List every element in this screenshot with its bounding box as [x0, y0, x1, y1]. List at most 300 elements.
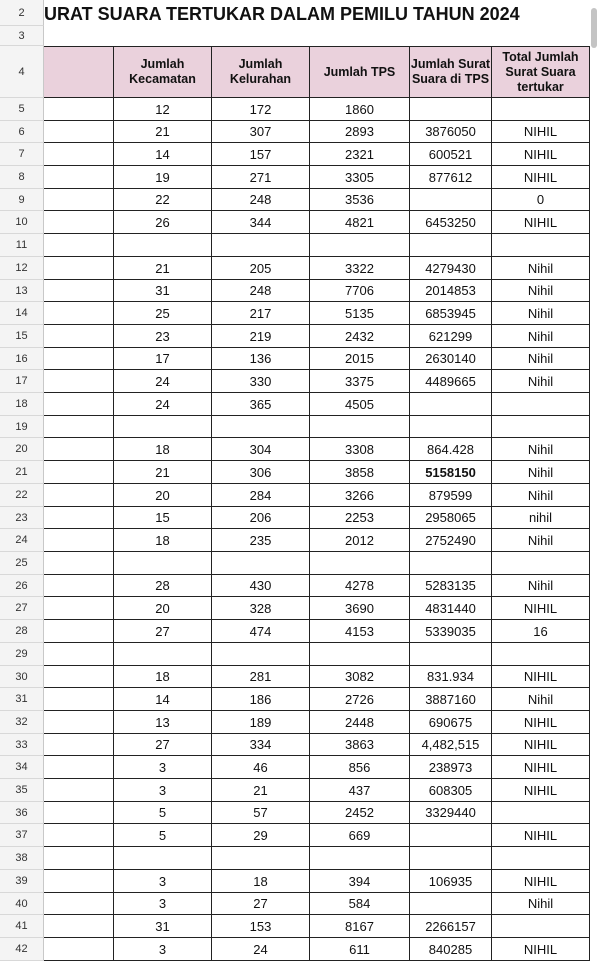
kelurahan-cell[interactable]: 21 — [212, 779, 310, 802]
tps-cell[interactable]: 2253 — [310, 507, 410, 529]
row-header[interactable] — [0, 189, 44, 211]
surat-suara-cell[interactable]: 840285 — [410, 938, 492, 961]
row-label-cell[interactable] — [44, 620, 114, 643]
tertukar-cell[interactable]: Nihil — [492, 370, 590, 393]
tps-cell[interactable]: 4821 — [310, 211, 410, 234]
surat-suara-cell[interactable] — [410, 893, 492, 915]
kecamatan-cell[interactable]: 31 — [114, 915, 212, 938]
row-header[interactable] — [0, 802, 44, 824]
row-label-cell[interactable] — [44, 325, 114, 348]
row-header[interactable] — [0, 597, 44, 620]
row-label-cell[interactable] — [44, 756, 114, 779]
kelurahan-cell[interactable]: 365 — [212, 393, 310, 416]
tps-cell[interactable]: 2321 — [310, 143, 410, 166]
tertukar-cell[interactable]: NIHIL — [492, 166, 590, 189]
row-header[interactable] — [0, 938, 44, 961]
kelurahan-cell[interactable]: 57 — [212, 802, 310, 824]
row-label-cell[interactable] — [44, 597, 114, 620]
header-jumlah-surat-suara[interactable]: Jumlah Surat Suara di TPS — [410, 46, 492, 98]
surat-suara-cell[interactable] — [410, 98, 492, 121]
empty-row-cell[interactable] — [410, 552, 492, 575]
kecamatan-cell[interactable]: 27 — [114, 620, 212, 643]
row-number: 18 — [15, 398, 28, 410]
kelurahan-cell[interactable]: 29 — [212, 824, 310, 847]
row-number: 10 — [15, 216, 28, 228]
kecamatan-cell[interactable]: 17 — [114, 348, 212, 370]
surat-suara-cell[interactable]: 5339035 — [410, 620, 492, 643]
scrollbar[interactable] — [591, 8, 597, 48]
kelurahan-cell[interactable]: 189 — [212, 711, 310, 734]
surat-suara-cell[interactable]: 621299 — [410, 325, 492, 348]
empty-row-cell[interactable] — [114, 234, 212, 257]
empty-row-cell[interactable] — [114, 847, 212, 870]
tps-cell[interactable]: 4505 — [310, 393, 410, 416]
row-header[interactable] — [0, 438, 44, 461]
row-label-cell[interactable] — [44, 915, 114, 938]
tertukar-cell[interactable]: Nihil — [492, 688, 590, 711]
row-header[interactable] — [0, 552, 44, 575]
tps-cell[interactable]: 669 — [310, 824, 410, 847]
row-label-cell[interactable] — [44, 893, 114, 915]
row-number: 19 — [15, 420, 28, 433]
kecamatan-cell[interactable]: 25 — [114, 302, 212, 325]
tps-cell[interactable]: 3536 — [310, 189, 410, 211]
surat-suara-cell[interactable]: 5283135 — [410, 575, 492, 597]
kecamatan-cell[interactable]: 27 — [114, 734, 212, 756]
tertukar-cell[interactable]: NIHIL — [492, 211, 590, 234]
row-number: 34 — [15, 761, 28, 773]
tps-cell[interactable]: 856 — [310, 756, 410, 779]
tertukar-cell[interactable]: Nihil — [492, 575, 590, 597]
kelurahan-cell[interactable]: 205 — [212, 257, 310, 280]
kecamatan-cell[interactable]: 3 — [114, 779, 212, 802]
surat-suara-cell[interactable]: 2630140 — [410, 348, 492, 370]
row-header[interactable] — [0, 280, 44, 302]
tps-cell[interactable]: 2726 — [310, 688, 410, 711]
row-number: 37 — [15, 829, 28, 841]
row-label-cell[interactable] — [44, 938, 114, 961]
surat-suara-cell[interactable]: 2266157 — [410, 915, 492, 938]
tertukar-cell[interactable] — [492, 915, 590, 938]
row-header[interactable] — [0, 666, 44, 688]
tps-cell[interactable]: 2448 — [310, 711, 410, 734]
row-header[interactable] — [0, 507, 44, 529]
kecamatan-cell[interactable]: 24 — [114, 370, 212, 393]
tertukar-cell[interactable]: Nihil — [492, 461, 590, 484]
surat-suara-cell[interactable]: 3329440 — [410, 802, 492, 824]
tertukar-cell[interactable]: 0 — [492, 189, 590, 211]
row-header[interactable] — [0, 711, 44, 734]
row-header[interactable] — [0, 620, 44, 643]
tps-cell[interactable]: 3305 — [310, 166, 410, 189]
row-label-cell[interactable] — [44, 211, 114, 234]
empty-row-cell[interactable] — [410, 234, 492, 257]
kecamatan-cell[interactable]: 24 — [114, 393, 212, 416]
tertukar-cell[interactable]: Nihil — [492, 280, 590, 302]
row-label-cell[interactable] — [44, 734, 114, 756]
tps-cell[interactable]: 4153 — [310, 620, 410, 643]
row-label-cell[interactable] — [44, 257, 114, 280]
tps-cell[interactable]: 2015 — [310, 348, 410, 370]
surat-suara-cell[interactable]: 608305 — [410, 779, 492, 802]
kelurahan-cell[interactable]: 248 — [212, 280, 310, 302]
sheet-title[interactable]: URAT SUARA TERTUKAR DALAM PEMILU TAHUN 2024 — [44, 4, 520, 24]
tertukar-cell[interactable]: Nihil — [492, 893, 590, 915]
row-number: 17 — [15, 375, 28, 387]
header-jumlah-tps[interactable]: Jumlah TPS — [310, 46, 410, 98]
surat-suara-cell[interactable]: 2014853 — [410, 280, 492, 302]
row-header[interactable] — [0, 98, 44, 121]
row-number: 2 — [18, 6, 25, 19]
kelurahan-cell[interactable]: 172 — [212, 98, 310, 121]
empty-row-cell[interactable] — [212, 847, 310, 870]
kecamatan-cell[interactable]: 20 — [114, 597, 212, 620]
row-header[interactable] — [0, 26, 44, 46]
tertukar-cell[interactable]: NIHIL — [492, 711, 590, 734]
kelurahan-cell[interactable]: 330 — [212, 370, 310, 393]
kecamatan-cell[interactable]: 21 — [114, 257, 212, 280]
row-header[interactable] — [0, 688, 44, 711]
surat-suara-cell[interactable]: 5158150 — [410, 461, 492, 484]
surat-suara-cell[interactable]: 2958065 — [410, 507, 492, 529]
row-label-cell[interactable] — [44, 121, 114, 143]
row-header[interactable] — [0, 325, 44, 348]
row-label-cell[interactable] — [44, 870, 114, 893]
row-header[interactable] — [0, 756, 44, 779]
tps-cell[interactable]: 3082 — [310, 666, 410, 688]
row-label-cell[interactable] — [44, 98, 114, 121]
kelurahan-cell[interactable]: 136 — [212, 348, 310, 370]
row-header[interactable] — [0, 893, 44, 915]
tps-cell[interactable]: 584 — [310, 893, 410, 915]
row-header[interactable] — [0, 461, 44, 484]
surat-suara-cell[interactable]: 238973 — [410, 756, 492, 779]
row-header[interactable] — [0, 643, 44, 666]
surat-suara-cell[interactable]: 6453250 — [410, 211, 492, 234]
row-number: 35 — [15, 784, 28, 796]
tps-cell[interactable]: 8167 — [310, 915, 410, 938]
empty-row-cell[interactable] — [310, 847, 410, 870]
kelurahan-cell[interactable]: 157 — [212, 143, 310, 166]
kecamatan-cell[interactable]: 21 — [114, 121, 212, 143]
tps-cell[interactable]: 3266 — [310, 484, 410, 507]
row-label-cell[interactable] — [44, 802, 114, 824]
tps-cell[interactable]: 3690 — [310, 597, 410, 620]
empty-row-cell[interactable] — [410, 643, 492, 666]
kelurahan-cell[interactable]: 206 — [212, 507, 310, 529]
row-header[interactable] — [0, 46, 44, 98]
row-header[interactable] — [0, 348, 44, 370]
tertukar-cell[interactable]: NIHIL — [492, 597, 590, 620]
kecamatan-cell[interactable]: 3 — [114, 938, 212, 961]
row-number: 40 — [15, 897, 28, 910]
empty-row-cell[interactable] — [212, 643, 310, 666]
tertukar-cell[interactable]: NIHIL — [492, 779, 590, 802]
surat-suara-cell[interactable]: 864.428 — [410, 438, 492, 461]
tertukar-cell[interactable]: Nihil — [492, 325, 590, 348]
tertukar-cell[interactable]: NIHIL — [492, 756, 590, 779]
kecamatan-cell[interactable]: 31 — [114, 280, 212, 302]
row-number: 23 — [15, 511, 28, 524]
empty-row-cell[interactable] — [44, 847, 114, 870]
tertukar-cell[interactable]: NIHIL — [492, 666, 590, 688]
row-header[interactable] — [0, 915, 44, 938]
surat-suara-cell[interactable]: 4279430 — [410, 257, 492, 280]
row-header[interactable] — [0, 847, 44, 870]
tertukar-cell[interactable]: Nihil — [492, 529, 590, 552]
tertukar-cell[interactable]: Nihil — [492, 302, 590, 325]
row-number: 5 — [18, 103, 25, 115]
tertukar-cell[interactable]: Nihil — [492, 438, 590, 461]
kecamatan-cell[interactable]: 18 — [114, 529, 212, 552]
kelurahan-cell[interactable]: 27 — [212, 893, 310, 915]
row-header[interactable] — [0, 484, 44, 507]
tps-cell[interactable]: 1860 — [310, 98, 410, 121]
surat-suara-cell[interactable]: 4831440 — [410, 597, 492, 620]
tps-cell[interactable]: 437 — [310, 779, 410, 802]
surat-suara-cell[interactable]: 690675 — [410, 711, 492, 734]
kecamatan-cell[interactable]: 3 — [114, 756, 212, 779]
kecamatan-cell[interactable]: 19 — [114, 166, 212, 189]
kecamatan-cell[interactable]: 18 — [114, 666, 212, 688]
kelurahan-cell[interactable]: 186 — [212, 688, 310, 711]
tertukar-cell[interactable]: Nihil — [492, 257, 590, 280]
row-header[interactable] — [0, 779, 44, 802]
empty-row-cell[interactable] — [410, 416, 492, 438]
kecamatan-cell[interactable]: 23 — [114, 325, 212, 348]
empty-row-cell[interactable] — [310, 234, 410, 257]
row-header[interactable] — [0, 234, 44, 257]
row-number: 30 — [15, 670, 28, 683]
surat-suara-cell[interactable] — [410, 824, 492, 847]
tertukar-cell[interactable]: Nihil — [492, 484, 590, 507]
empty-row-cell[interactable] — [492, 847, 590, 870]
kelurahan-cell[interactable]: 284 — [212, 484, 310, 507]
surat-suara-cell[interactable]: 2752490 — [410, 529, 492, 552]
row-number: 8 — [18, 171, 25, 183]
row-header[interactable] — [0, 211, 44, 234]
tertukar-cell[interactable]: NIHIL — [492, 870, 590, 893]
kelurahan-cell[interactable]: 304 — [212, 438, 310, 461]
tps-cell[interactable]: 7706 — [310, 280, 410, 302]
kecamatan-cell[interactable]: 18 — [114, 438, 212, 461]
surat-suara-cell[interactable]: 831.934 — [410, 666, 492, 688]
tertukar-cell[interactable] — [492, 393, 590, 416]
tertukar-cell[interactable] — [492, 98, 590, 121]
kelurahan-cell[interactable]: 328 — [212, 597, 310, 620]
empty-row-cell[interactable] — [310, 643, 410, 666]
row-number: 24 — [15, 534, 28, 546]
row-header[interactable] — [0, 870, 44, 893]
row-label-cell[interactable] — [44, 393, 114, 416]
tps-cell[interactable]: 2432 — [310, 325, 410, 348]
tps-cell[interactable]: 3858 — [310, 461, 410, 484]
row-header[interactable] — [0, 370, 44, 393]
empty-row-cell[interactable] — [212, 416, 310, 438]
kelurahan-cell[interactable]: 24 — [212, 938, 310, 961]
surat-suara-cell[interactable]: 600521 — [410, 143, 492, 166]
tertukar-cell[interactable]: NIHIL — [492, 121, 590, 143]
empty-row-cell[interactable] — [44, 643, 114, 666]
tertukar-cell[interactable]: NIHIL — [492, 143, 590, 166]
row-label-cell[interactable] — [44, 370, 114, 393]
row-header[interactable] — [0, 824, 44, 847]
kelurahan-cell[interactable]: 334 — [212, 734, 310, 756]
kecamatan-cell[interactable]: 12 — [114, 98, 212, 121]
row-number: 20 — [15, 443, 28, 455]
empty-row-cell[interactable] — [492, 552, 590, 575]
empty-row-cell[interactable] — [212, 552, 310, 575]
tps-cell[interactable]: 3322 — [310, 257, 410, 280]
empty-row-cell[interactable] — [492, 416, 590, 438]
row-label-cell[interactable] — [44, 666, 114, 688]
kelurahan-cell[interactable]: 153 — [212, 915, 310, 938]
row-label-cell[interactable] — [44, 711, 114, 734]
row-number: 21 — [15, 466, 28, 478]
kecamatan-cell[interactable]: 26 — [114, 211, 212, 234]
header-cell-blank[interactable] — [44, 46, 114, 98]
row-header[interactable] — [0, 416, 44, 438]
kecamatan-cell[interactable]: 28 — [114, 575, 212, 597]
header-total-tertukar[interactable]: Total Jumlah Surat Suara tertukar — [492, 46, 590, 98]
kelurahan-cell[interactable]: 430 — [212, 575, 310, 597]
surat-suara-cell[interactable]: 3887160 — [410, 688, 492, 711]
header-jumlah-kelurahan[interactable]: Jumlah Kelurahan — [212, 46, 310, 98]
empty-row-cell[interactable] — [114, 643, 212, 666]
surat-suara-cell[interactable] — [410, 189, 492, 211]
row-label-cell[interactable] — [44, 280, 114, 302]
row-header[interactable] — [0, 0, 44, 26]
empty-row-cell[interactable] — [310, 552, 410, 575]
kecamatan-cell[interactable]: 14 — [114, 688, 212, 711]
tertukar-cell[interactable]: NIHIL — [492, 734, 590, 756]
row-header[interactable] — [0, 302, 44, 325]
kecamatan-cell[interactable]: 20 — [114, 484, 212, 507]
empty-row-cell[interactable] — [44, 552, 114, 575]
surat-suara-cell[interactable]: 3876050 — [410, 121, 492, 143]
row-header[interactable] — [0, 166, 44, 189]
tps-cell[interactable]: 611 — [310, 938, 410, 961]
row-label-cell[interactable] — [44, 143, 114, 166]
tps-cell[interactable]: 394 — [310, 870, 410, 893]
row-label-cell[interactable] — [44, 438, 114, 461]
tps-cell[interactable]: 2012 — [310, 529, 410, 552]
row-number: 26 — [15, 579, 28, 592]
kelurahan-cell[interactable]: 306 — [212, 461, 310, 484]
empty-row-cell[interactable] — [44, 416, 114, 438]
tps-cell[interactable]: 5135 — [310, 302, 410, 325]
header-jumlah-kecamatan[interactable]: Jumlah Kecamatan — [114, 46, 212, 98]
tps-cell[interactable]: 3308 — [310, 438, 410, 461]
kelurahan-cell[interactable]: 46 — [212, 756, 310, 779]
kecamatan-cell[interactable]: 15 — [114, 507, 212, 529]
row-header[interactable] — [0, 121, 44, 143]
tps-cell[interactable]: 2452 — [310, 802, 410, 824]
surat-suara-cell[interactable] — [410, 393, 492, 416]
empty-row-cell[interactable] — [492, 643, 590, 666]
row-header[interactable] — [0, 257, 44, 280]
row-label-cell[interactable] — [44, 824, 114, 847]
tertukar-cell[interactable]: NIHIL — [492, 938, 590, 961]
kecamatan-cell[interactable]: 22 — [114, 189, 212, 211]
tps-cell[interactable]: 2893 — [310, 121, 410, 143]
tps-cell[interactable]: 3375 — [310, 370, 410, 393]
kecamatan-cell[interactable]: 14 — [114, 143, 212, 166]
row-number: 11 — [15, 239, 28, 251]
kelurahan-cell[interactable]: 344 — [212, 211, 310, 234]
kelurahan-cell[interactable]: 18 — [212, 870, 310, 893]
tertukar-cell[interactable]: 16 — [492, 620, 590, 643]
row-label-cell[interactable] — [44, 507, 114, 529]
row-label-cell[interactable] — [44, 529, 114, 552]
tertukar-cell[interactable]: Nihil — [492, 348, 590, 370]
kelurahan-cell[interactable]: 271 — [212, 166, 310, 189]
row-label-cell[interactable] — [44, 688, 114, 711]
kecamatan-cell[interactable]: 21 — [114, 461, 212, 484]
kecamatan-cell[interactable]: 5 — [114, 802, 212, 824]
kecamatan-cell[interactable]: 5 — [114, 824, 212, 847]
empty-row-cell[interactable] — [44, 234, 114, 257]
row-header[interactable] — [0, 575, 44, 597]
tps-cell[interactable]: 3863 — [310, 734, 410, 756]
surat-suara-cell[interactable]: 6853945 — [410, 302, 492, 325]
surat-suara-cell[interactable]: 106935 — [410, 870, 492, 893]
tertukar-cell[interactable]: nihil — [492, 507, 590, 529]
row-label-cell[interactable] — [44, 302, 114, 325]
surat-suara-cell[interactable]: 4489665 — [410, 370, 492, 393]
row-label-cell[interactable] — [44, 575, 114, 597]
empty-row-cell[interactable] — [492, 234, 590, 257]
empty-row-cell[interactable] — [212, 234, 310, 257]
surat-suara-cell[interactable]: 877612 — [410, 166, 492, 189]
surat-suara-cell[interactable]: 4,482,515 — [410, 734, 492, 756]
row-header[interactable] — [0, 143, 44, 166]
row-number: 28 — [15, 625, 28, 637]
empty-row-cell[interactable] — [114, 416, 212, 438]
row-number: 12 — [15, 262, 28, 274]
row-label-cell[interactable] — [44, 348, 114, 370]
row-header[interactable] — [0, 529, 44, 552]
tertukar-cell[interactable]: NIHIL — [492, 824, 590, 847]
kecamatan-cell[interactable]: 13 — [114, 711, 212, 734]
empty-row-cell[interactable] — [310, 416, 410, 438]
row-label-cell[interactable] — [44, 779, 114, 802]
kelurahan-cell[interactable]: 281 — [212, 666, 310, 688]
tertukar-cell[interactable] — [492, 802, 590, 824]
row-number: 29 — [15, 648, 28, 660]
tps-cell[interactable]: 4278 — [310, 575, 410, 597]
surat-suara-cell[interactable]: 879599 — [410, 484, 492, 507]
kelurahan-cell[interactable]: 474 — [212, 620, 310, 643]
empty-row-cell[interactable] — [114, 552, 212, 575]
kecamatan-cell[interactable]: 3 — [114, 870, 212, 893]
row-number: 41 — [15, 920, 28, 932]
row-header[interactable] — [0, 734, 44, 756]
kecamatan-cell[interactable]: 3 — [114, 893, 212, 915]
row-label-cell[interactable] — [44, 461, 114, 484]
row-number: 15 — [15, 330, 28, 342]
kelurahan-cell[interactable]: 307 — [212, 121, 310, 143]
kelurahan-cell[interactable]: 217 — [212, 302, 310, 325]
row-label-cell[interactable] — [44, 484, 114, 507]
row-label-cell[interactable] — [44, 189, 114, 211]
kelurahan-cell[interactable]: 248 — [212, 189, 310, 211]
row-label-cell[interactable] — [44, 166, 114, 189]
kelurahan-cell[interactable]: 219 — [212, 325, 310, 348]
empty-row-cell[interactable] — [410, 847, 492, 870]
kelurahan-cell[interactable]: 235 — [212, 529, 310, 552]
row-header[interactable] — [0, 393, 44, 416]
